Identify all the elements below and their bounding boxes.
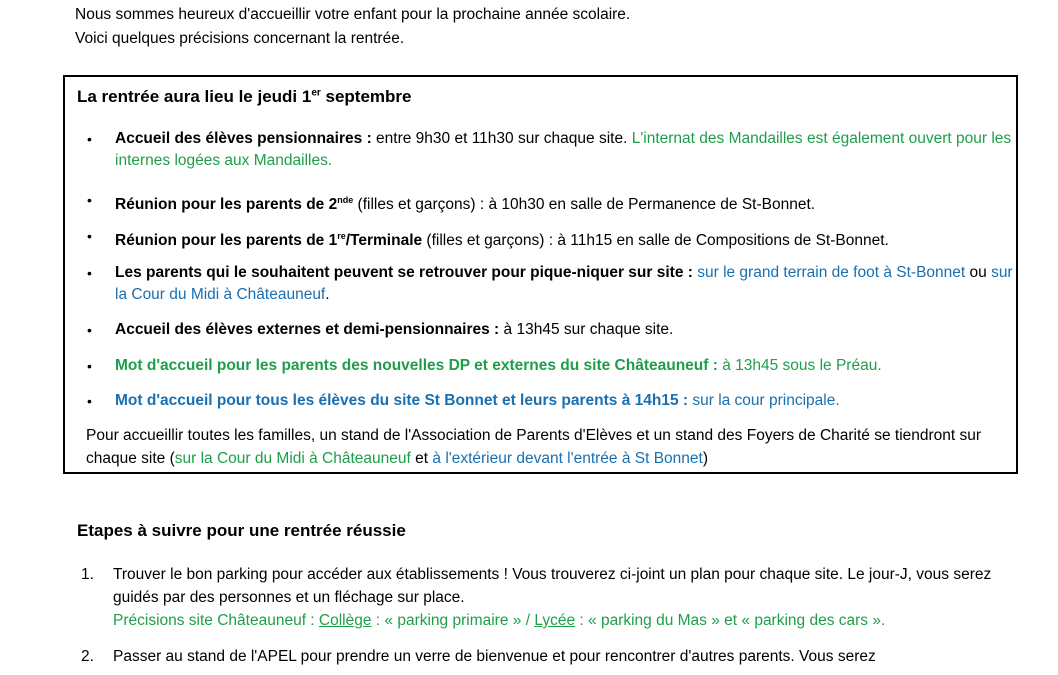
list-item	[115, 390, 1015, 412]
item-blue-bold: Mot d'accueil pour tous les élèves du site St Bonnet et leurs parents à 14h15 :	[115, 392, 689, 409]
step-green-pre: Précisions site Châteauneuf :	[113, 612, 319, 629]
list-item	[115, 225, 1015, 252]
item-green-bold: Mot d'accueil pour les parents des nouvelles DP et externes du site Châteauneuf :	[115, 357, 718, 374]
item-bold: Accueil des élèves pensionnaires :	[115, 130, 372, 147]
intro-line-2: Voici quelques précisions concernant la rentrée.	[75, 30, 405, 47]
step-green-college: Collège	[318, 612, 372, 629]
item-bold: Réunion pour les parents de 1	[115, 232, 338, 250]
box-title-sup: er	[311, 87, 321, 99]
list-item	[115, 128, 1015, 172]
item-text: entre 9h30 et 11h30 sur chaque site.	[371, 130, 628, 147]
list-item	[115, 355, 1015, 377]
item-bold: Les parents qui le souhaitent peuvent se retrouver pour pique-niquer sur site :	[115, 264, 693, 281]
item-bold-2: /Terminale	[345, 232, 423, 250]
intro	[75, 3, 630, 51]
step-green-end: : « parking du Mas » et « parking des cars ».	[575, 612, 886, 629]
item-blue: sur la cour principale.	[688, 392, 840, 409]
item-bold: Réunion pour les parents de 2	[115, 196, 338, 214]
step-green-mid: : « parking primaire » /	[371, 612, 535, 629]
list-item	[115, 319, 1015, 341]
list-item	[115, 189, 1015, 216]
item-green: à 13h45 sous le Préau.	[717, 357, 882, 374]
item-green: L'internat des Mandailles est également ouvert pour les internes logées aux Mandailles.	[115, 130, 1012, 169]
box-footer	[86, 424, 1011, 470]
list-item	[81, 563, 993, 632]
box-title	[77, 87, 411, 107]
item-text: à 13h45 sur chaque site.	[499, 321, 674, 338]
item-text: (filles et garçons) : à 11h15 en salle de Compositions de St-Bonnet.	[422, 232, 889, 250]
rentree-box	[63, 75, 1018, 474]
step-number: 1.	[81, 566, 94, 583]
list-item	[115, 262, 1015, 306]
item-blue-2: sur la Cour du Midi à Châteauneuf	[115, 264, 1013, 303]
footer-end: )	[702, 450, 709, 467]
item-blue-1: sur le grand terrain de foot à St-Bonnet	[692, 264, 966, 281]
steps-title: Etapes à suivre pour une rentrée réussie	[77, 521, 406, 540]
step-green-lycee: Lycée	[534, 612, 576, 629]
list-item	[81, 645, 993, 668]
item-sup: nde	[337, 195, 354, 205]
footer-mid: et	[410, 450, 433, 467]
box-title-main: La rentrée aura lieu le jeudi 1	[77, 87, 312, 106]
item-text: (filles et garçons) : à 10h30 en salle de Permanence de St-Bonnet.	[353, 196, 816, 214]
step-number: 2.	[81, 648, 94, 665]
item-bold: Accueil des élèves externes et demi-pensionnaires :	[115, 321, 500, 338]
item-text-2: .	[325, 286, 330, 303]
item-sup: re	[337, 231, 346, 241]
step-text: Trouver le bon parking pour accéder aux établissements ! Vous trouverez ci-joint un plan pour chaque site. Le jour-J, vous serez guidés par des personnes et un fléchage sur place.	[113, 566, 992, 606]
intro-line-1: Nous sommes heureux d'accueillir votre enfant pour la prochaine année scolaire.	[75, 6, 631, 23]
footer-text: Pour accueillir toutes les familles, un stand de l'Association de Parents d'Elèves et un stand des Foyers de Charité se tiendront sur chaque site (	[86, 427, 982, 467]
footer-green: sur la Cour du Midi à Châteauneuf	[174, 450, 411, 467]
box-title-end: septembre	[320, 87, 412, 106]
item-text: ou	[965, 264, 992, 281]
step-text: Passer au stand de l'APEL pour prendre un verre de bienvenue et pour rencontrer d'autres parents. Vous serez	[113, 648, 876, 665]
footer-blue: à l'extérieur devant l'entrée à St Bonnet	[432, 450, 703, 467]
